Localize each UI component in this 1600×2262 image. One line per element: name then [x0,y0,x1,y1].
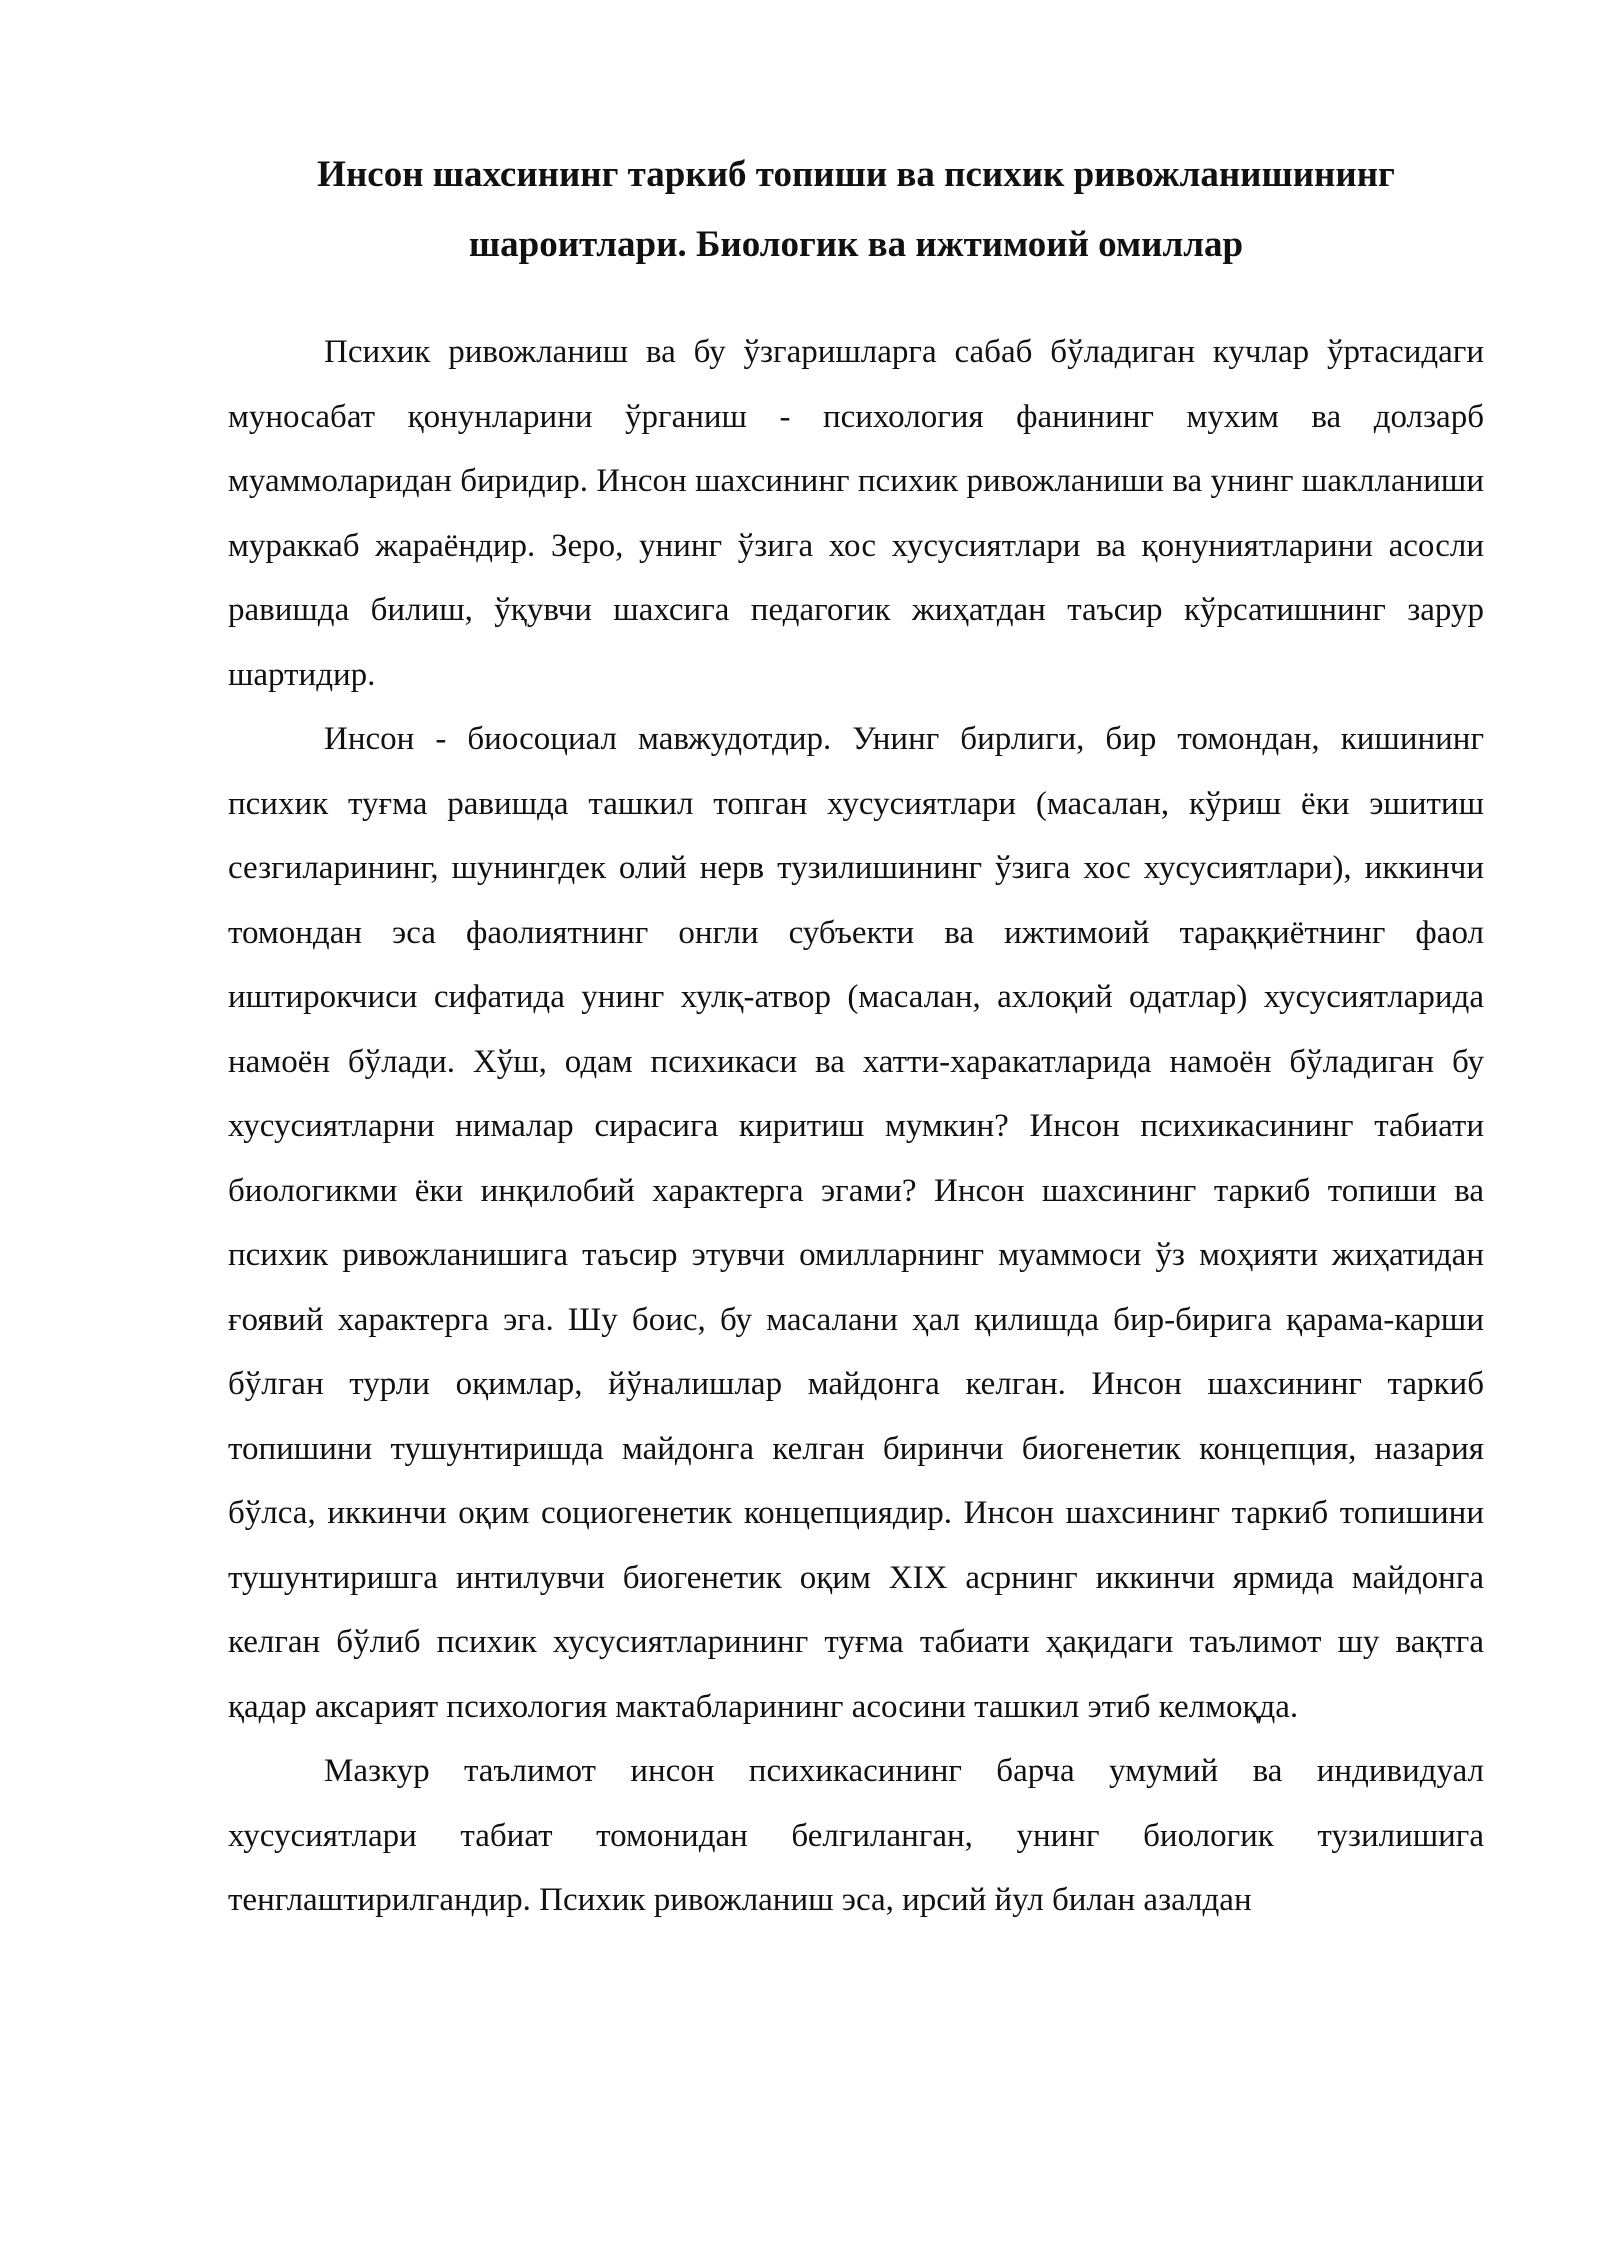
paragraph-3: Мазкур таълимот инсон психикасининг барча умумий ва индивидуал хусусиятлари табиат томонидан белгиланган, унинг биологик тузилишига тенглаштирилгандир. Психик ривожланиш эса, ирсий йул билан азалдан [228,1753,1484,1918]
title-line-2: шароитлари. Биологик ва ижтимоий омиллар [468,224,1244,265]
document-content [228,140,1484,1933]
paragraph-2: Инсон - биосоциал мавжудотдир. Унинг бирлиги, бир томондан, кишининг психик туғма равишда ташкил топган хусусиятлари (масалан, кўриш ёки эшитиш сезгиларининг, шунингдек олий нерв тузилишининг ўзига хос хусусиятлари), иккинчи томондан эса фаолиятнинг онгли субъекти ва ижтимоий тараққиётнинг фаол иштирокчиси сифатида унинг хулқ-атвор (масалан, ахлоқий одатлар) хусусиятларида намоён бўлади. Хўш, одам психикаси ва хатти-харакатларида намоён бўладиган бу хусусиятларни нималар сирасига киритиш мумкин? Инсон психикасининг табиати биологикми ёки инқилобий характерга эгами? Инсон шахсининг таркиб топиши ва психик ривожланишига таъсир этувчи омилларнинг муаммоси ўз моҳияти жиҳатидан ғоявий характерга эга. Шу боис, бу масалани ҳал қилишда бир-бирига қарама-карши бўлган турли оқимлар, йўналишлар майдонга келган. Инсон шахсининг таркиб топишини тушунтиришда майдонга келган биринчи биогенетик концепция, назария бўлса, иккинчи оқим социогенетик концепциядир. Инсон шахсининг таркиб топишини тушунтиришга интилувчи биогенетик оқим XIX асрнинг иккинчи ярмида майдонга келган бўлиб психик хусусиятларининг туғма табиати ҳақидаги таълимот шу вақтга қадар аксарият психология мактабларининг асосини ташкил этиб келмоқда. [228,721,1484,1725]
paragraph-1: Психик ривожланиш ва бу ўзгаришларга сабаб бўладиган кучлар ўртасидаги муносабат қонунларини ўрганиш - психология фанининг мухим ва долзарб муаммоларидан биридир. Инсон шахсининг психик ривожланиши ва унинг шаклланиши мураккаб жараёндир. Зеро, унинг ўзига хос хусусиятлари ва қонуниятларини асосли равишда билиш, ўқувчи шахсига педагогик жиҳатдан таъсир кўрсатишнинг зарур шартидир. [228,334,1484,693]
title-line-1: Инсон шахсининг таркиб топиши ва психик ривожланишининг [317,154,1395,195]
document-title [228,140,1484,280]
document-body [228,320,1484,1933]
